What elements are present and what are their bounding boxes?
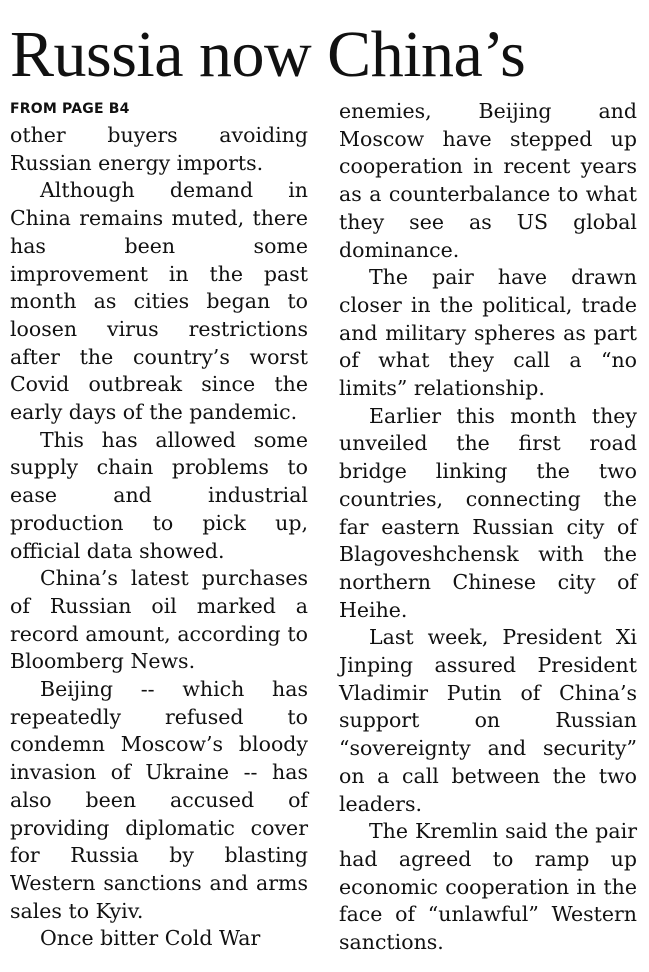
- paragraph: This has allowed some supply chain problems to ease and industrial production to pick up, official data showed.: [10, 427, 308, 563]
- article-column-left: [10, 100, 308, 953]
- paragraph: other buyers avoiding Russian energy imports.: [10, 123, 308, 175]
- article-column-right: [339, 98, 637, 957]
- paragraph: Beijing -- which has repeatedly refused to condemn Moscow’s bloody invasion of Ukraine -- has also been accused of providing diplomatic cover for Russia by blasting Western sanctions and arms sales to Kyiv.: [10, 677, 308, 923]
- headline: Russia now China’s: [10, 18, 526, 91]
- paragraph: Once bitter Cold War: [40, 926, 261, 951]
- paragraph: The Kremlin said the pair had agreed to ramp up economic cooperation in the face of “unlawful” Western sanctions.: [339, 819, 637, 955]
- paragraph: The pair have drawn closer in the political, trade and military spheres as part of what they call a “no limits” relationship.: [339, 265, 637, 401]
- continued-from-label: FROM PAGE B4: [10, 101, 130, 117]
- paragraph: Last week, President Xi Jinping assured President Vladimir Putin of China’s support on Russian “sovereignty and security” on a call between the two leaders.: [339, 625, 637, 816]
- paragraph: China’s latest purchases of Russian oil marked a record amount, according to Bloomberg News.: [10, 566, 308, 674]
- paragraph: Although demand in China remains muted, there has been some improvement in the past month as cities began to loosen virus restrictions after the country’s worst Covid outbreak since the early days of the pandemic.: [10, 178, 308, 425]
- paragraph: Earlier this month they unveiled the first road bridge linking the two countries, connecting the far eastern Russian city of Blagoveshchensk with the northern Chinese city of Heihe.: [339, 403, 637, 622]
- paragraph: enemies, Beijing and Moscow have stepped up cooperation in recent years as a counterbalance to what they see as US global dominance.: [339, 99, 637, 262]
